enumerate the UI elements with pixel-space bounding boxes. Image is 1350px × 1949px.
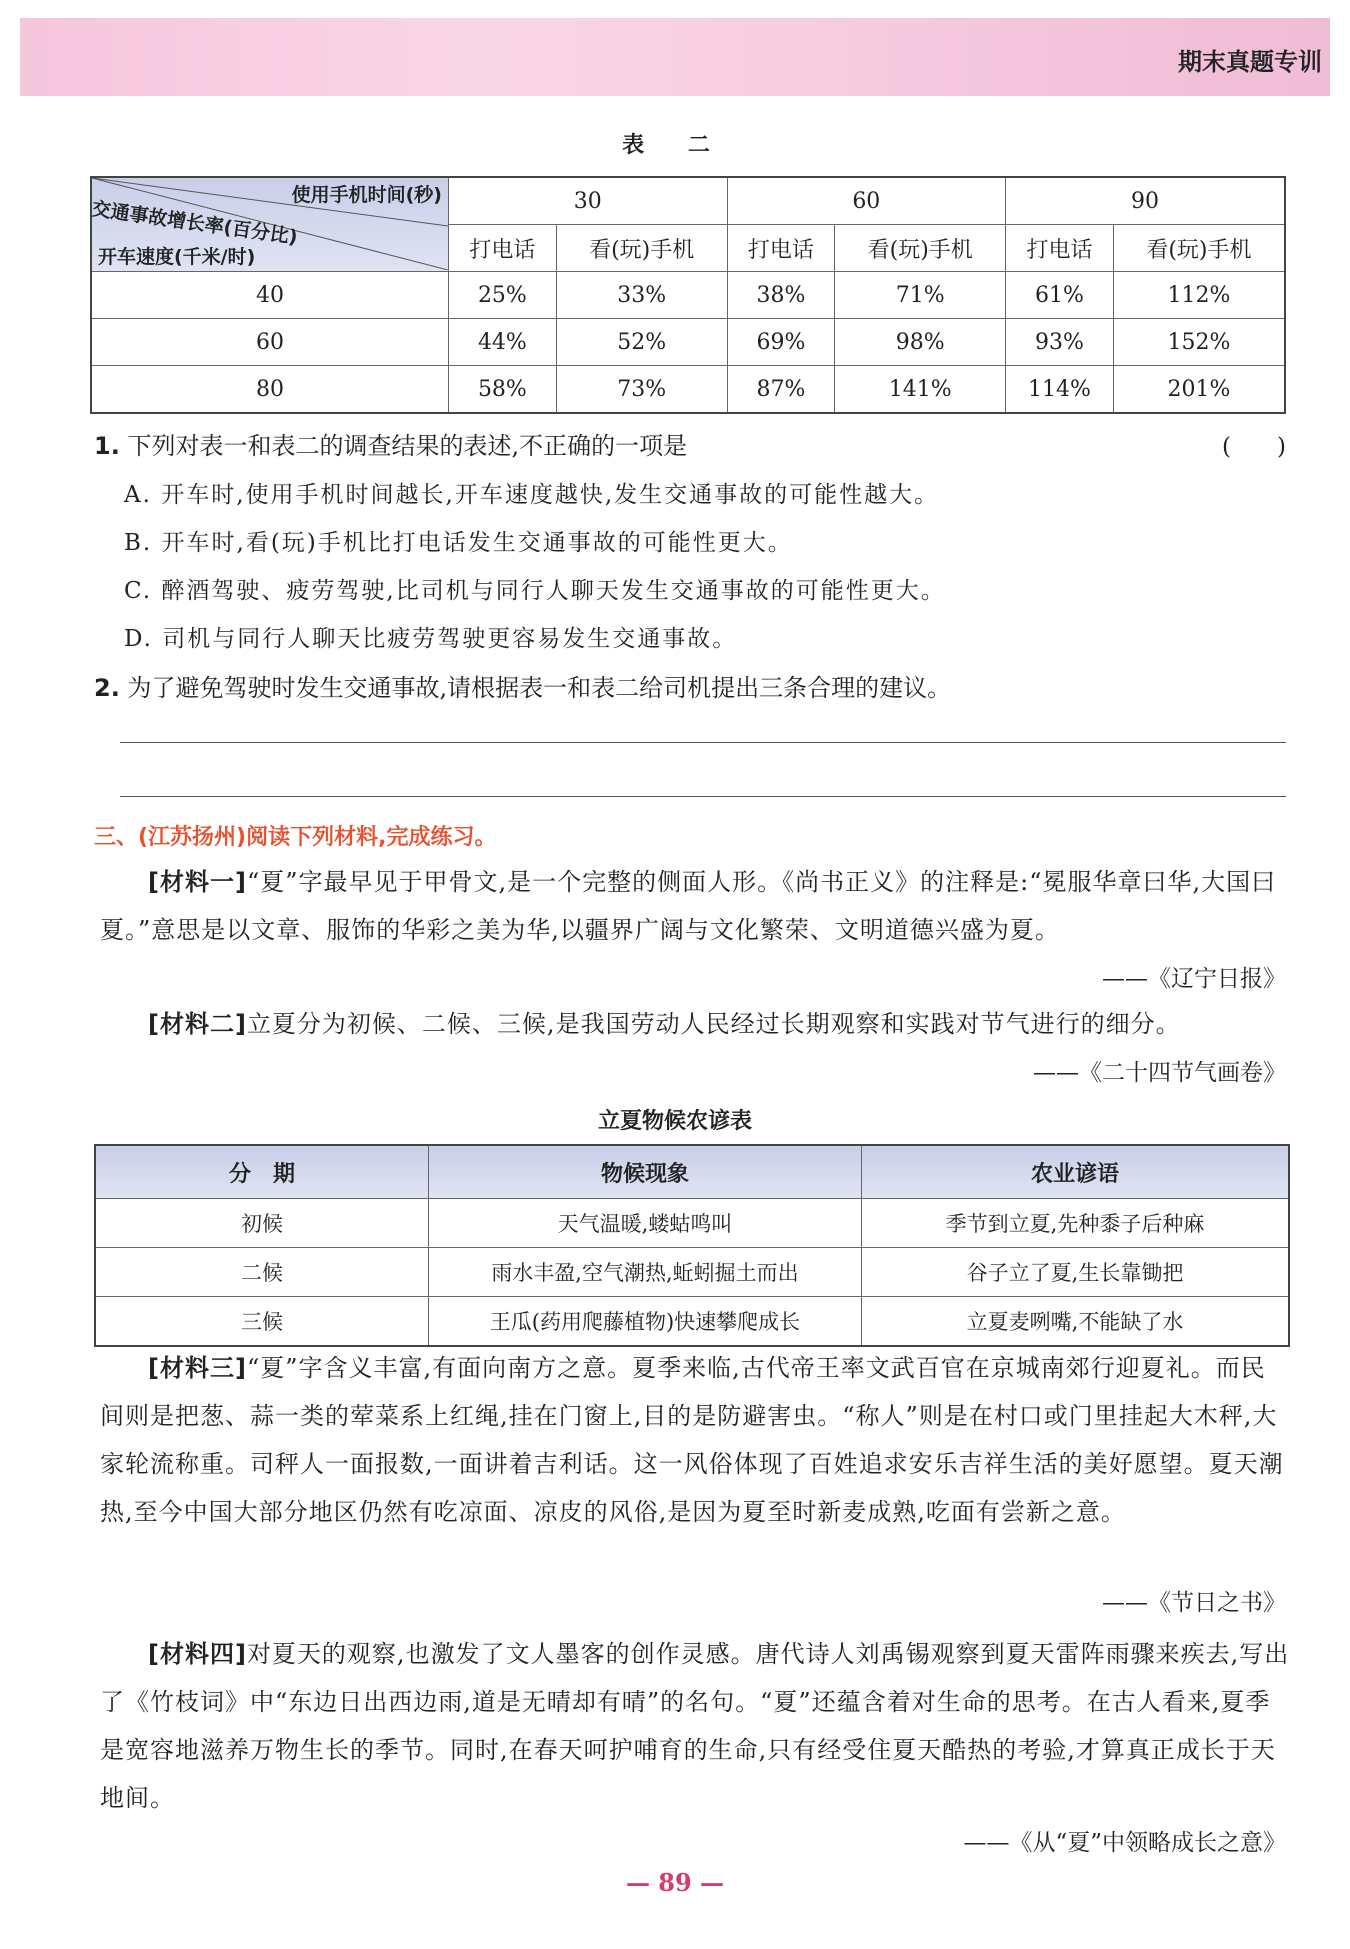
header-banner <box>20 18 1330 96</box>
option-d: D. 司机与同行人聊天比疲劳驾驶更容易发生交通事故。 <box>124 626 738 652</box>
value-cell: 25% <box>449 272 557 319</box>
material-2 <box>100 1000 1290 1048</box>
speed-cell: 80 <box>91 366 449 414</box>
table-row <box>95 1199 1289 1248</box>
column-header: 分 期 <box>95 1145 429 1199</box>
value-cell: 114% <box>1006 366 1114 414</box>
option-a: A. 开车时,使用手机时间越长,开车速度越快,发生交通事故的可能性越大。 <box>124 482 940 508</box>
value-cell: 61% <box>1006 272 1114 319</box>
value-cell: 69% <box>727 319 835 366</box>
time-header: 30 <box>449 177 728 225</box>
value-cell: 71% <box>835 272 1006 319</box>
header-tag: 期末真题专训 <box>1178 48 1322 76</box>
sub-header: 看(玩)手机 <box>556 225 727 272</box>
question-text: 为了避免驾驶时发生交通事故,请根据表一和表二给司机提出三条合理的建议。 <box>127 674 952 702</box>
material-source: ——《从“夏”中领略成长之意》 <box>963 1830 1286 1856</box>
value-cell: 152% <box>1113 319 1285 366</box>
speed-cell: 60 <box>91 319 449 366</box>
cell: 初候 <box>95 1199 429 1248</box>
cell: 王瓜(药用爬藤植物)快速攀爬成长 <box>429 1297 862 1347</box>
answer-line[interactable] <box>120 742 1286 743</box>
material-label: [材料一] <box>148 868 247 896</box>
page-number: — 89 — <box>625 1868 725 1897</box>
material-source: ——《节日之书》 <box>1102 1590 1286 1616</box>
table-row <box>91 366 1285 414</box>
sub-header: 看(玩)手机 <box>1113 225 1285 272</box>
column-header: 农业谚语 <box>862 1145 1290 1199</box>
diag-mid-label: 交通事故增长率(百分比) <box>90 197 299 249</box>
cell: 雨水丰盈,空气潮热,蚯蚓掘土而出 <box>429 1248 862 1297</box>
value-cell: 73% <box>556 366 727 414</box>
value-cell: 52% <box>556 319 727 366</box>
material-label: [材料四] <box>148 1640 247 1668</box>
question-1 <box>94 426 687 461</box>
table-row <box>95 1297 1289 1347</box>
question-2 <box>94 668 951 703</box>
cell: 季节到立夏,先种黍子后种麻 <box>862 1199 1290 1248</box>
sub-header: 打电话 <box>1006 225 1114 272</box>
value-cell: 112% <box>1113 272 1285 319</box>
value-cell: 141% <box>835 366 1006 414</box>
table3 <box>94 1144 1290 1347</box>
answer-parentheses[interactable]: ( ) <box>1222 434 1286 460</box>
value-cell: 58% <box>449 366 557 414</box>
cell: 立夏麦咧嘴,不能缺了水 <box>862 1297 1290 1347</box>
diag-bottom-label: 开车速度(千米/时) <box>98 246 256 268</box>
value-cell: 93% <box>1006 319 1114 366</box>
cell: 谷子立了夏,生长靠锄把 <box>862 1248 1290 1297</box>
material-4 <box>100 1630 1290 1822</box>
table3-caption: 立夏物候农谚表 <box>597 1109 752 1134</box>
table-row <box>91 319 1285 366</box>
material-1 <box>100 858 1290 954</box>
value-cell: 98% <box>835 319 1006 366</box>
question-number: 2. <box>94 674 120 702</box>
material-text: “夏”字含义丰富,有面向南方之意。夏季来临,古代帝王率文武百官在京城南郊行迎夏礼。而民间则是把葱、蒜一类的荤菜系上红绳,挂在门窗上,目的是防避害虫。“称人”则是在村口或门里挂起大木秤,大家轮流称重。司秤人一面报数,一面讲着吉利话。这一风俗体现了百姓追求安乐吉祥生活的美好愿望。夏天潮热,至今中国大部分地区仍然有吃凉面、凉皮的风俗,是因为夏至时新麦成熟,吃面有尝新之意。 <box>100 1354 1284 1526</box>
material-label: [材料三] <box>148 1354 247 1382</box>
material-source: ——《二十四节气画卷》 <box>1033 1060 1286 1086</box>
material-label: [材料二] <box>148 1010 247 1038</box>
speed-cell: 40 <box>91 272 449 319</box>
sub-header: 看(玩)手机 <box>835 225 1006 272</box>
material-text: 立夏分为初候、二候、三候,是我国劳动人民经过长期观察和实践对节气进行的细分。 <box>246 1010 1181 1038</box>
answer-line[interactable] <box>120 796 1286 797</box>
time-header: 60 <box>727 177 1006 225</box>
option-b: B. 开车时,看(玩)手机比打电话发生交通事故的可能性更大。 <box>124 530 793 556</box>
value-cell: 38% <box>727 272 835 319</box>
value-cell: 33% <box>556 272 727 319</box>
cell: 三候 <box>95 1297 429 1347</box>
material-text: 对夏天的观察,也激发了文人墨客的创作灵感。唐代诗人刘禹锡观察到夏天雷阵雨骤来疾去,写出了《竹枝词》中“东边日出西边雨,道是无晴却有晴”的名句。“夏”还蕴含着对生命的思考。在古人看来,夏季是宽容地滋养万物生长的季节。同时,在春天呵护哺育的生命,只有经受住夏天酷热的考验,才算真正成长于天地间。 <box>100 1640 1290 1812</box>
option-c: C. 醉酒驾驶、疲劳驾驶,比司机与同行人聊天发生交通事故的可能性更大。 <box>124 578 946 604</box>
value-cell: 44% <box>449 319 557 366</box>
sub-header: 打电话 <box>449 225 557 272</box>
value-cell: 87% <box>727 366 835 414</box>
section-title: 三、(江苏扬州)阅读下列材料,完成练习。 <box>94 825 497 850</box>
question-number: 1. <box>94 432 120 460</box>
question-text: 下列对表一和表二的调查结果的表述,不正确的一项是 <box>127 432 688 460</box>
column-header: 物候现象 <box>429 1145 862 1199</box>
table2-caption: 表 二 <box>622 133 728 158</box>
value-cell: 201% <box>1113 366 1285 414</box>
material-3 <box>100 1344 1290 1536</box>
time-header: 90 <box>1006 177 1285 225</box>
table-row <box>91 272 1285 319</box>
material-source: ——《辽宁日报》 <box>1102 966 1286 992</box>
table2 <box>90 176 1286 414</box>
cell: 二候 <box>95 1248 429 1297</box>
diag-top-label: 使用手机时间(秒) <box>291 184 442 206</box>
material-text: “夏”字最早见于甲骨文,是一个完整的侧面人形。《尚书正义》的注释是:“冕服华章曰华,大国曰夏。”意思是以文章、服饰的华彩之美为华,以疆界广阔与文化繁荣、文明道德兴盛为夏。 <box>100 868 1277 944</box>
sub-header: 打电话 <box>727 225 835 272</box>
table-row <box>95 1248 1289 1297</box>
cell: 天气温暖,蝼蛄鸣叫 <box>429 1199 862 1248</box>
table2-diagonal-header <box>91 177 449 272</box>
